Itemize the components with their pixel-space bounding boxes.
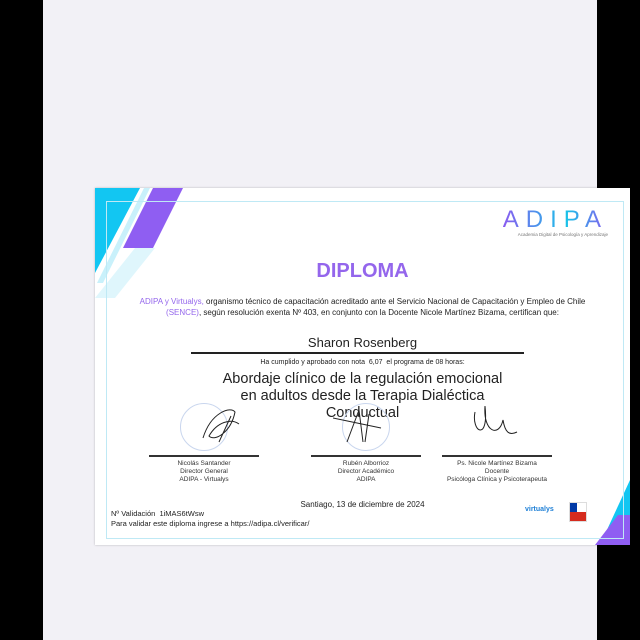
logo-subtitle: Academia Digital de Psicología y Aprendizaje [517,232,608,237]
intro-org: ADIPA y Virtualys, [139,297,204,306]
signer-role: Director General [180,467,228,475]
seal-stamp [342,403,390,451]
recipient-underline [191,352,524,354]
handwritten-signature [333,402,383,446]
issue-date: Santiago, 13 de diciembre de 2024 [300,500,425,509]
validation-code: Nº Validación 1iMAS6tWsw [111,509,205,518]
adipa-logo [503,206,608,237]
signature-block-director-general [139,403,269,484]
signer-org: ADIPA [356,475,376,483]
intro-paragraph [95,296,630,318]
validation-info [111,509,309,529]
handwritten-signature [469,402,519,446]
seal-stamp [180,403,228,451]
signer-role: Director Académico [337,467,395,475]
signer-org: Psicóloga Clínica y Psicoterapeuta [446,475,548,483]
grade-note: Ha cumplido y aprobado con nota 6,07 el programa de 08 horas: [260,359,465,366]
signer-name: Nicolás Santander [177,459,231,467]
diploma-title: DIPLOMA [316,260,409,282]
course-title: Abordaje clínico de la regulación emocional en adultos desde la Terapia Dialéctica Conductual [222,371,503,421]
inner-border [106,201,624,539]
intro-text-2: , según resolución exenta Nº 403, en conjunto con la Docente Nicole Martínez Bizama, certifican que: [198,308,559,317]
signer-role: Docente [484,467,510,475]
signature-block-docente [432,403,562,484]
signer-name: Ps. Nicole Martínez Bizama [457,459,537,467]
logo-wordmark: ADIPA [502,206,608,233]
handwritten-signature [201,402,241,446]
signature-block-director-academico [301,403,431,484]
virtualys-logo: virtualys [525,506,554,513]
intro-text-1: organismo técnico de capacitación acreditado ante el Servicio Nacional de Capacitación y Empleo de Chile [203,297,586,306]
signer-name: Rubén Alborrioz [342,459,390,467]
signature-area [473,403,521,451]
intro-sence: (SENCE) [166,308,199,317]
signer-org: ADIPA - Virtualys [179,475,229,483]
government-of-chile-logo [569,502,587,522]
recipient-name: Sharon Rosenberg [307,335,418,350]
validation-link-text: Para validar este diploma ingrese a https://adipa.cl/verificar/ [111,519,310,528]
document-viewer [43,0,608,640]
diploma-certificate [95,188,630,545]
